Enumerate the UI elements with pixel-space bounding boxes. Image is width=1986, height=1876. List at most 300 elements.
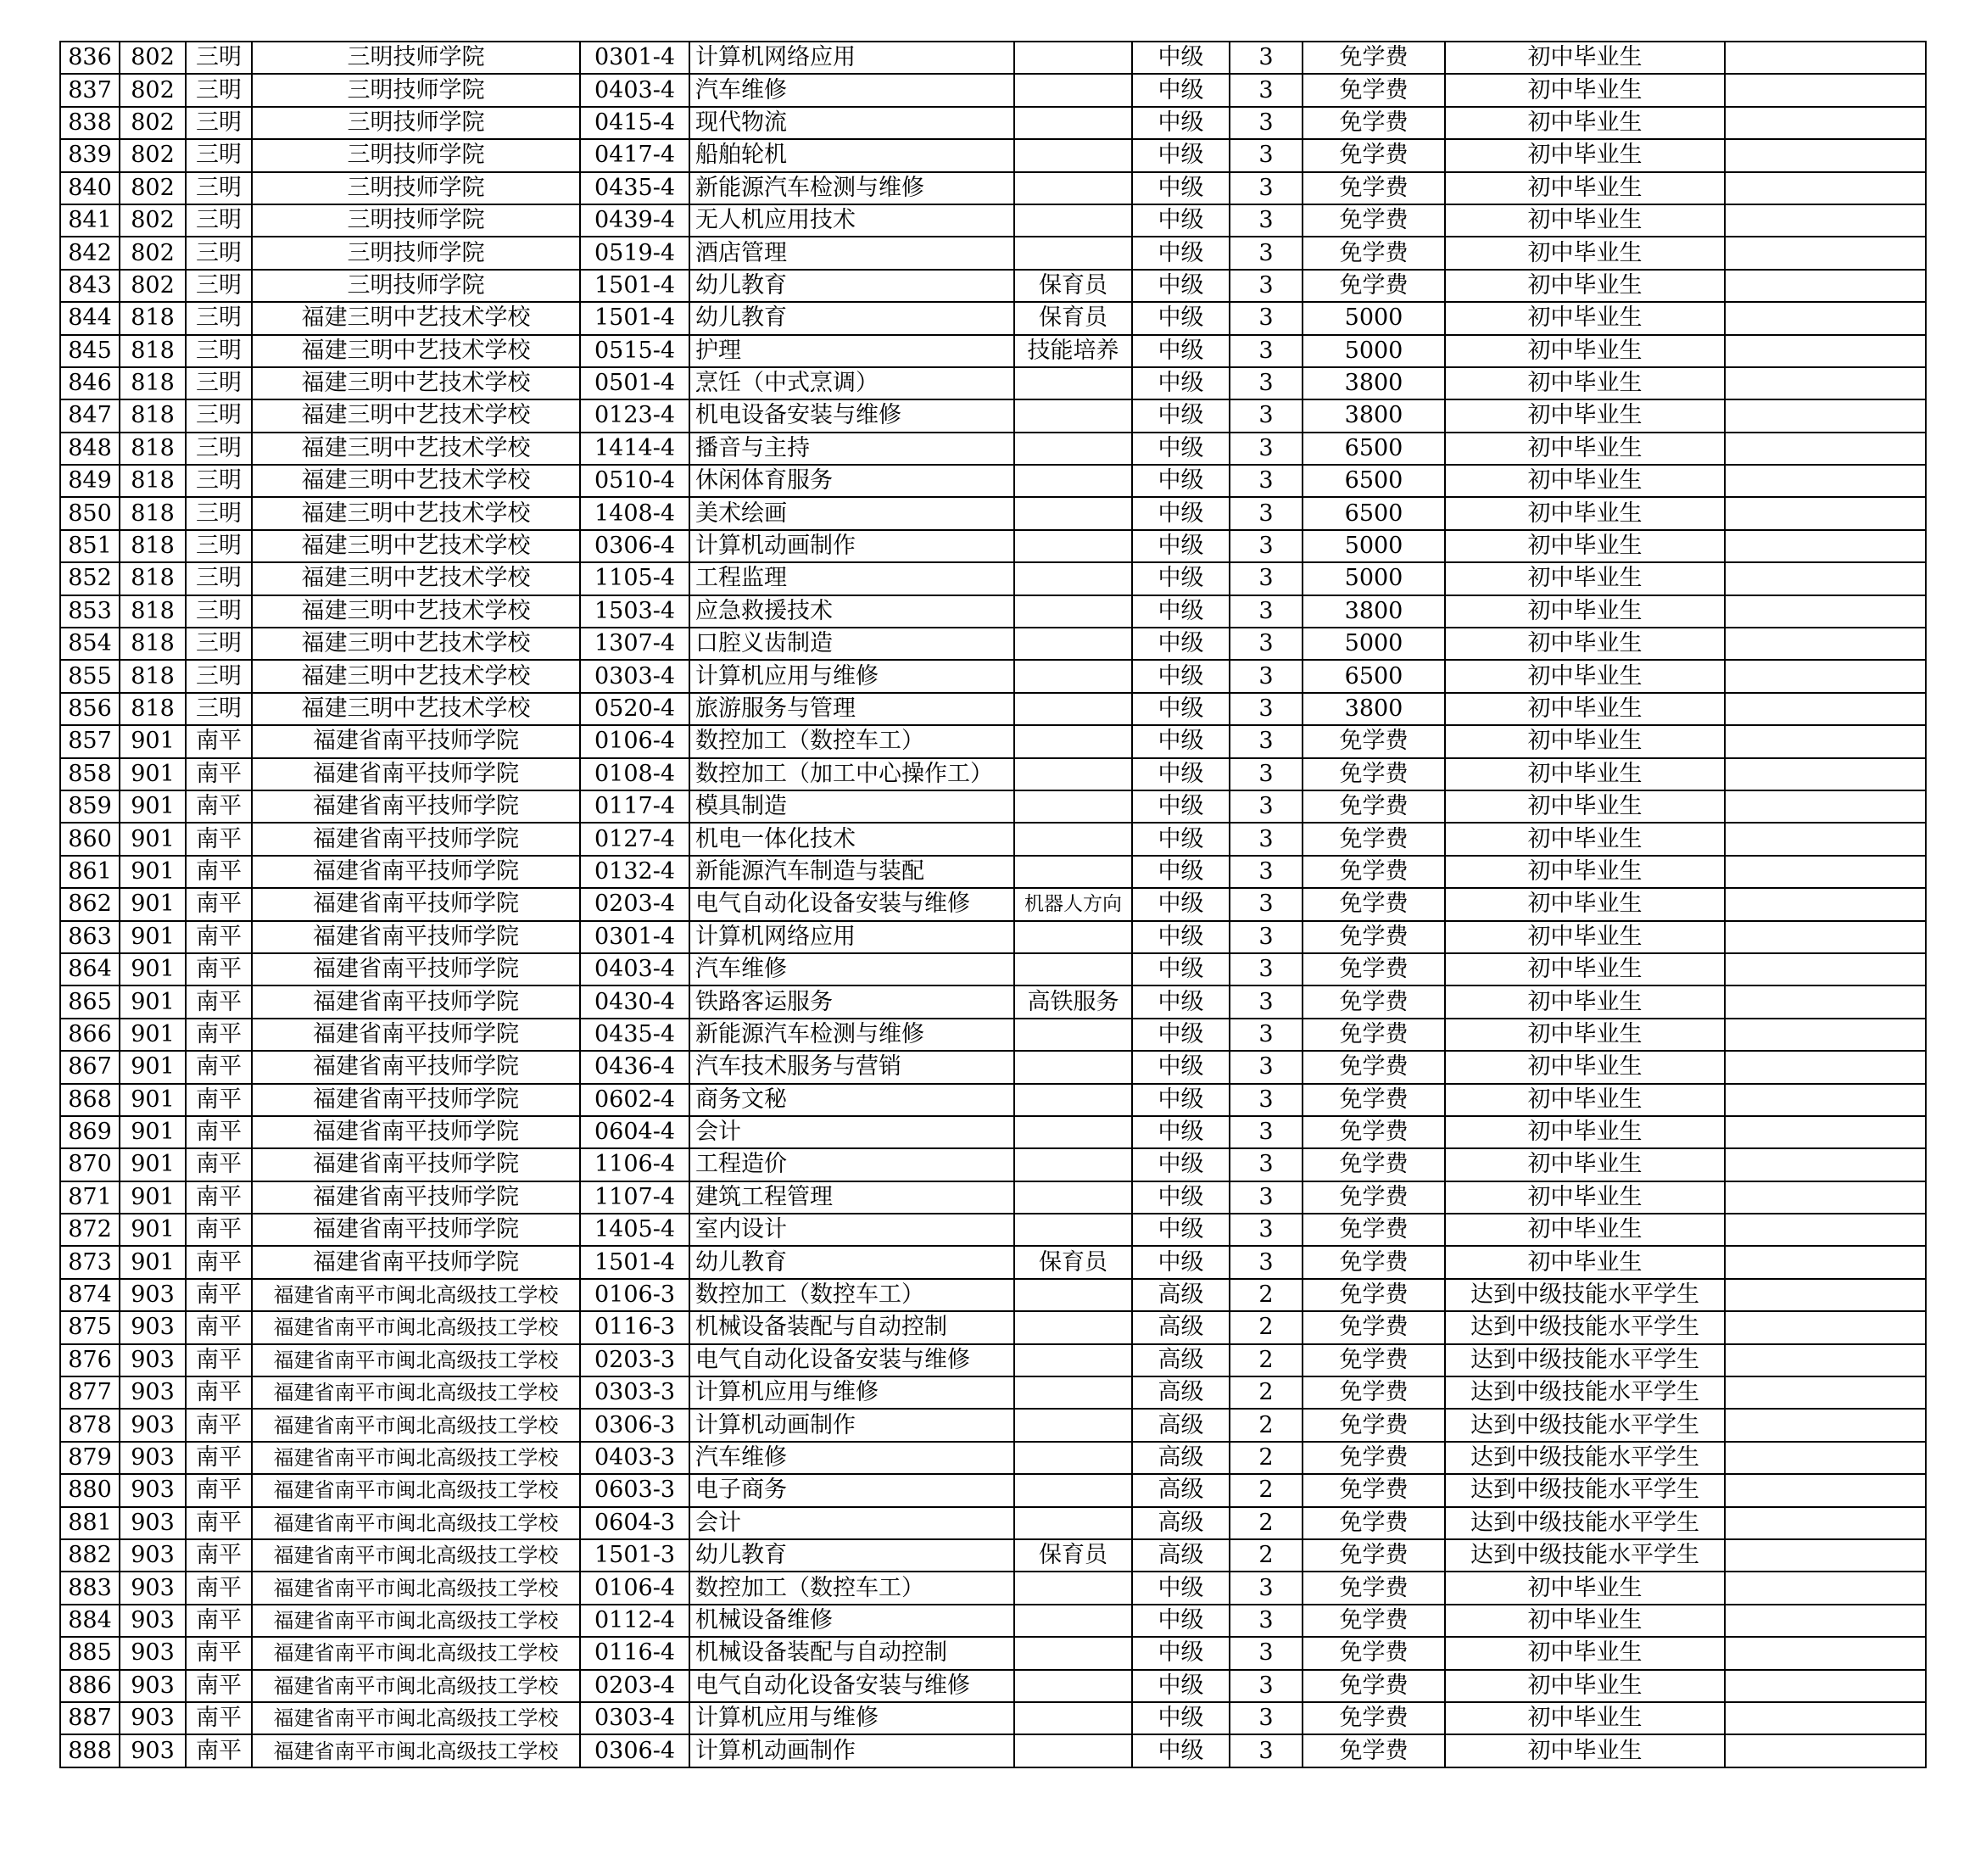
remark-cell	[1725, 985, 1926, 1018]
row-number-cell: 840	[60, 172, 120, 204]
row-number-cell: 866	[60, 1019, 120, 1051]
note-cell	[1014, 856, 1132, 888]
major-code-cell: 1501-4	[580, 1246, 689, 1278]
level-cell: 中级	[1132, 335, 1230, 367]
level-cell: 中级	[1132, 139, 1230, 171]
level-cell: 中级	[1132, 1214, 1230, 1246]
school-name-cell: 福建省南平市闽北高级技工学校	[252, 1605, 580, 1637]
remark-cell	[1725, 497, 1926, 529]
school-name-cell: 福建省南平技师学院	[252, 725, 580, 757]
school-code-cell: 802	[120, 237, 186, 269]
years-cell: 3	[1230, 1670, 1303, 1702]
row-number-cell: 855	[60, 660, 120, 692]
city-cell: 南平	[186, 1734, 252, 1767]
level-cell: 中级	[1132, 758, 1230, 790]
note-cell	[1014, 74, 1132, 106]
level-cell: 中级	[1132, 921, 1230, 953]
school-name-cell: 福建省南平技师学院	[252, 1181, 580, 1214]
note-cell: 保育员	[1014, 302, 1132, 334]
admission-requirement-cell: 达到中级技能水平学生	[1445, 1376, 1725, 1409]
admission-requirement-cell: 初中毕业生	[1445, 1181, 1725, 1214]
row-number-cell: 865	[60, 985, 120, 1018]
row-number-cell: 886	[60, 1670, 120, 1702]
level-cell: 中级	[1132, 1572, 1230, 1604]
major-code-cell: 1501-4	[580, 270, 689, 302]
school-code-cell: 903	[120, 1605, 186, 1637]
row-number-cell: 873	[60, 1246, 120, 1278]
city-cell: 南平	[186, 1442, 252, 1474]
school-code-cell: 802	[120, 107, 186, 139]
years-cell: 3	[1230, 204, 1303, 237]
city-cell: 三明	[186, 107, 252, 139]
school-name-cell: 福建省南平市闽北高级技工学校	[252, 1637, 580, 1669]
school-name-cell: 三明技师学院	[252, 139, 580, 171]
note-cell: 技能培养	[1014, 335, 1132, 367]
major-code-cell: 0116-4	[580, 1637, 689, 1669]
city-cell: 南平	[186, 790, 252, 823]
tuition-cell: 3800	[1303, 595, 1445, 628]
city-cell: 三明	[186, 74, 252, 106]
table-row	[60, 758, 1926, 790]
city-cell: 三明	[186, 139, 252, 171]
tuition-cell: 免学费	[1303, 204, 1445, 237]
row-number-cell: 876	[60, 1344, 120, 1376]
table-row	[60, 1148, 1926, 1181]
major-code-cell: 0106-4	[580, 725, 689, 757]
school-name-cell: 三明技师学院	[252, 107, 580, 139]
years-cell: 3	[1230, 1148, 1303, 1181]
school-code-cell: 818	[120, 660, 186, 692]
city-cell: 南平	[186, 1279, 252, 1311]
table-row	[60, 1376, 1926, 1409]
row-number-cell: 854	[60, 628, 120, 660]
table-row	[60, 562, 1926, 595]
school-name-cell: 福建省南平市闽北高级技工学校	[252, 1474, 580, 1506]
major-name-cell: 数控加工（数控车工）	[689, 1279, 1014, 1311]
years-cell: 3	[1230, 172, 1303, 204]
school-name-cell: 福建省南平技师学院	[252, 856, 580, 888]
years-cell: 2	[1230, 1474, 1303, 1506]
remark-cell	[1725, 302, 1926, 334]
row-number-cell: 864	[60, 953, 120, 985]
school-name-cell: 福建省南平技师学院	[252, 1214, 580, 1246]
tuition-cell: 免学费	[1303, 1376, 1445, 1409]
level-cell: 高级	[1132, 1474, 1230, 1506]
remark-cell	[1725, 1084, 1926, 1116]
admission-requirement-cell: 初中毕业生	[1445, 530, 1725, 562]
note-cell	[1014, 725, 1132, 757]
tuition-cell: 免学费	[1303, 107, 1445, 139]
table-row	[60, 1409, 1926, 1441]
table-row	[60, 660, 1926, 692]
row-number-cell: 841	[60, 204, 120, 237]
school-code-cell: 901	[120, 1051, 186, 1083]
row-number-cell: 856	[60, 693, 120, 725]
school-name-cell: 福建三明中艺技术学校	[252, 497, 580, 529]
table-row	[60, 172, 1926, 204]
school-code-cell: 903	[120, 1507, 186, 1539]
years-cell: 3	[1230, 1605, 1303, 1637]
school-name-cell: 福建省南平技师学院	[252, 1148, 580, 1181]
school-code-cell: 901	[120, 1116, 186, 1148]
table-row	[60, 270, 1926, 302]
years-cell: 3	[1230, 1637, 1303, 1669]
table-row	[60, 1084, 1926, 1116]
city-cell: 南平	[186, 823, 252, 855]
school-name-cell: 福建省南平市闽北高级技工学校	[252, 1409, 580, 1441]
row-number-cell: 871	[60, 1181, 120, 1214]
tuition-cell: 免学费	[1303, 1670, 1445, 1702]
major-code-cell: 0108-4	[580, 758, 689, 790]
tuition-cell: 免学费	[1303, 758, 1445, 790]
row-number-cell: 847	[60, 399, 120, 432]
city-cell: 南平	[186, 1214, 252, 1246]
school-name-cell: 福建省南平市闽北高级技工学校	[252, 1442, 580, 1474]
row-number-cell: 879	[60, 1442, 120, 1474]
row-number-cell: 881	[60, 1507, 120, 1539]
admission-requirement-cell: 初中毕业生	[1445, 335, 1725, 367]
table-row	[60, 107, 1926, 139]
admission-requirement-cell: 初中毕业生	[1445, 1572, 1725, 1604]
tuition-cell: 免学费	[1303, 1507, 1445, 1539]
admission-requirement-cell: 初中毕业生	[1445, 660, 1725, 692]
level-cell: 中级	[1132, 237, 1230, 269]
table-row	[60, 1214, 1926, 1246]
major-name-cell: 工程造价	[689, 1148, 1014, 1181]
years-cell: 3	[1230, 433, 1303, 465]
major-name-cell: 电气自动化设备安装与维修	[689, 1670, 1014, 1702]
city-cell: 三明	[186, 237, 252, 269]
school-code-cell: 901	[120, 888, 186, 920]
remark-cell	[1725, 367, 1926, 399]
school-code-cell: 901	[120, 758, 186, 790]
table-row	[60, 1311, 1926, 1343]
city-cell: 三明	[186, 465, 252, 497]
city-cell: 南平	[186, 1246, 252, 1278]
school-name-cell: 福建省南平技师学院	[252, 1246, 580, 1278]
tuition-cell: 免学费	[1303, 237, 1445, 269]
major-name-cell: 建筑工程管理	[689, 1181, 1014, 1214]
level-cell: 高级	[1132, 1376, 1230, 1409]
years-cell: 3	[1230, 1051, 1303, 1083]
level-cell: 高级	[1132, 1344, 1230, 1376]
city-cell: 南平	[186, 1019, 252, 1051]
major-code-cell: 0306-4	[580, 530, 689, 562]
years-cell: 3	[1230, 530, 1303, 562]
row-number-cell: 884	[60, 1605, 120, 1637]
years-cell: 3	[1230, 888, 1303, 920]
major-code-cell: 1503-4	[580, 595, 689, 628]
tuition-cell: 5000	[1303, 302, 1445, 334]
school-name-cell: 福建省南平技师学院	[252, 953, 580, 985]
row-number-cell: 863	[60, 921, 120, 953]
admission-requirement-cell: 初中毕业生	[1445, 1734, 1725, 1767]
school-name-cell: 福建省南平市闽北高级技工学校	[252, 1702, 580, 1734]
major-name-cell: 烹饪（中式烹调）	[689, 367, 1014, 399]
school-code-cell: 901	[120, 1019, 186, 1051]
city-cell: 南平	[186, 1702, 252, 1734]
school-name-cell: 福建省南平技师学院	[252, 1116, 580, 1148]
remark-cell	[1725, 1116, 1926, 1148]
tuition-cell: 免学费	[1303, 1409, 1445, 1441]
remark-cell	[1725, 1409, 1926, 1441]
school-code-cell: 903	[120, 1637, 186, 1669]
major-code-cell: 0116-3	[580, 1311, 689, 1343]
remark-cell	[1725, 1214, 1926, 1246]
level-cell: 中级	[1132, 465, 1230, 497]
school-code-cell: 903	[120, 1344, 186, 1376]
remark-cell	[1725, 1376, 1926, 1409]
years-cell: 3	[1230, 1116, 1303, 1148]
level-cell: 中级	[1132, 1702, 1230, 1734]
tuition-cell: 免学费	[1303, 1474, 1445, 1506]
remark-cell	[1725, 1572, 1926, 1604]
row-number-cell: 867	[60, 1051, 120, 1083]
table-row	[60, 985, 1926, 1018]
note-cell	[1014, 1311, 1132, 1343]
tuition-cell: 免学费	[1303, 1734, 1445, 1767]
major-code-cell: 0301-4	[580, 42, 689, 74]
major-name-cell: 计算机应用与维修	[689, 660, 1014, 692]
tuition-cell: 免学费	[1303, 1702, 1445, 1734]
note-cell	[1014, 433, 1132, 465]
major-code-cell: 0203-4	[580, 888, 689, 920]
remark-cell	[1725, 758, 1926, 790]
major-name-cell: 船舶轮机	[689, 139, 1014, 171]
school-code-cell: 901	[120, 856, 186, 888]
remark-cell	[1725, 465, 1926, 497]
major-code-cell: 0303-3	[580, 1376, 689, 1409]
city-cell: 南平	[186, 856, 252, 888]
major-code-cell: 1106-4	[580, 1148, 689, 1181]
city-cell: 南平	[186, 1084, 252, 1116]
table-row	[60, 1019, 1926, 1051]
major-code-cell: 0520-4	[580, 693, 689, 725]
school-code-cell: 818	[120, 465, 186, 497]
level-cell: 中级	[1132, 562, 1230, 595]
city-cell: 南平	[186, 985, 252, 1018]
years-cell: 3	[1230, 335, 1303, 367]
school-code-cell: 802	[120, 74, 186, 106]
level-cell: 中级	[1132, 985, 1230, 1018]
years-cell: 2	[1230, 1311, 1303, 1343]
tuition-cell: 3800	[1303, 399, 1445, 432]
years-cell: 3	[1230, 660, 1303, 692]
major-code-cell: 1307-4	[580, 628, 689, 660]
school-code-cell: 903	[120, 1279, 186, 1311]
school-name-cell: 福建省南平市闽北高级技工学校	[252, 1734, 580, 1767]
school-code-cell: 901	[120, 985, 186, 1018]
note-cell	[1014, 1702, 1132, 1734]
major-code-cell: 0306-3	[580, 1409, 689, 1441]
major-name-cell: 酒店管理	[689, 237, 1014, 269]
note-cell	[1014, 139, 1132, 171]
note-cell	[1014, 1181, 1132, 1214]
school-code-cell: 818	[120, 302, 186, 334]
major-code-cell: 0603-3	[580, 1474, 689, 1506]
major-code-cell: 0306-4	[580, 1734, 689, 1767]
school-code-cell: 818	[120, 693, 186, 725]
city-cell: 南平	[186, 953, 252, 985]
school-code-cell: 818	[120, 433, 186, 465]
note-cell	[1014, 595, 1132, 628]
school-name-cell: 福建省南平市闽北高级技工学校	[252, 1344, 580, 1376]
tuition-cell: 免学费	[1303, 139, 1445, 171]
years-cell: 3	[1230, 985, 1303, 1018]
years-cell: 3	[1230, 270, 1303, 302]
tuition-cell: 免学费	[1303, 172, 1445, 204]
city-cell: 南平	[186, 1637, 252, 1669]
table-row	[60, 1670, 1926, 1702]
city-cell: 三明	[186, 497, 252, 529]
level-cell: 中级	[1132, 204, 1230, 237]
note-cell	[1014, 1084, 1132, 1116]
major-name-cell: 汽车维修	[689, 74, 1014, 106]
table-row	[60, 1539, 1926, 1572]
level-cell: 中级	[1132, 1637, 1230, 1669]
city-cell: 三明	[186, 628, 252, 660]
admission-requirement-cell: 初中毕业生	[1445, 1702, 1725, 1734]
row-number-cell: 843	[60, 270, 120, 302]
row-number-cell: 842	[60, 237, 120, 269]
table-row	[60, 530, 1926, 562]
admission-requirement-cell: 初中毕业生	[1445, 888, 1725, 920]
city-cell: 南平	[186, 1181, 252, 1214]
table-row	[60, 856, 1926, 888]
school-code-cell: 901	[120, 1148, 186, 1181]
school-name-cell: 福建三明中艺技术学校	[252, 660, 580, 692]
years-cell: 3	[1230, 399, 1303, 432]
tuition-cell: 免学费	[1303, 790, 1445, 823]
major-code-cell: 1501-4	[580, 302, 689, 334]
note-cell: 保育员	[1014, 1539, 1132, 1572]
school-name-cell: 福建三明中艺技术学校	[252, 335, 580, 367]
row-number-cell: 839	[60, 139, 120, 171]
city-cell: 三明	[186, 562, 252, 595]
admission-requirement-cell: 初中毕业生	[1445, 1084, 1725, 1116]
admission-requirement-cell: 初中毕业生	[1445, 237, 1725, 269]
major-code-cell: 0604-3	[580, 1507, 689, 1539]
note-cell	[1014, 660, 1132, 692]
years-cell: 3	[1230, 1734, 1303, 1767]
years-cell: 3	[1230, 823, 1303, 855]
major-name-cell: 无人机应用技术	[689, 204, 1014, 237]
school-code-cell: 818	[120, 367, 186, 399]
major-code-cell: 0439-4	[580, 204, 689, 237]
major-code-cell: 0417-4	[580, 139, 689, 171]
school-code-cell: 802	[120, 172, 186, 204]
city-cell: 南平	[186, 1474, 252, 1506]
city-cell: 南平	[186, 1572, 252, 1604]
table-row	[60, 1572, 1926, 1604]
level-cell: 中级	[1132, 399, 1230, 432]
years-cell: 3	[1230, 758, 1303, 790]
years-cell: 2	[1230, 1376, 1303, 1409]
city-cell: 三明	[186, 693, 252, 725]
major-code-cell: 0415-4	[580, 107, 689, 139]
remark-cell	[1725, 595, 1926, 628]
city-cell: 南平	[186, 888, 252, 920]
row-number-cell: 845	[60, 335, 120, 367]
tuition-cell: 免学费	[1303, 1572, 1445, 1604]
major-name-cell: 计算机应用与维修	[689, 1702, 1014, 1734]
level-cell: 高级	[1132, 1507, 1230, 1539]
tuition-cell: 免学费	[1303, 1116, 1445, 1148]
tuition-cell: 免学费	[1303, 725, 1445, 757]
tuition-cell: 免学费	[1303, 1019, 1445, 1051]
note-cell	[1014, 921, 1132, 953]
major-name-cell: 工程监理	[689, 562, 1014, 595]
city-cell: 三明	[186, 302, 252, 334]
level-cell: 中级	[1132, 1148, 1230, 1181]
note-cell	[1014, 1442, 1132, 1474]
level-cell: 中级	[1132, 1734, 1230, 1767]
admission-requirement-cell: 达到中级技能水平学生	[1445, 1442, 1725, 1474]
admission-requirement-cell: 初中毕业生	[1445, 1637, 1725, 1669]
major-name-cell: 计算机网络应用	[689, 42, 1014, 74]
major-code-cell: 0303-4	[580, 1702, 689, 1734]
enrollment-table-page	[59, 41, 1925, 1768]
remark-cell	[1725, 725, 1926, 757]
admission-requirement-cell: 初中毕业生	[1445, 921, 1725, 953]
row-number-cell: 880	[60, 1474, 120, 1506]
note-cell	[1014, 107, 1132, 139]
level-cell: 高级	[1132, 1311, 1230, 1343]
remark-cell	[1725, 660, 1926, 692]
note-cell	[1014, 823, 1132, 855]
note-cell	[1014, 1214, 1132, 1246]
major-name-cell: 播音与主持	[689, 433, 1014, 465]
note-cell	[1014, 399, 1132, 432]
admission-requirement-cell: 初中毕业生	[1445, 1148, 1725, 1181]
remark-cell	[1725, 921, 1926, 953]
admission-requirement-cell: 初中毕业生	[1445, 1246, 1725, 1278]
remark-cell	[1725, 335, 1926, 367]
note-cell	[1014, 465, 1132, 497]
school-code-cell: 903	[120, 1734, 186, 1767]
row-number-cell: 836	[60, 42, 120, 74]
table-row	[60, 595, 1926, 628]
admission-requirement-cell: 初中毕业生	[1445, 1605, 1725, 1637]
tuition-cell: 免学费	[1303, 1605, 1445, 1637]
major-name-cell: 幼儿教育	[689, 1539, 1014, 1572]
school-name-cell: 福建三明中艺技术学校	[252, 530, 580, 562]
major-code-cell: 0501-4	[580, 367, 689, 399]
major-name-cell: 机械设备装配与自动控制	[689, 1311, 1014, 1343]
level-cell: 中级	[1132, 1116, 1230, 1148]
remark-cell	[1725, 1019, 1926, 1051]
tuition-cell: 免学费	[1303, 1051, 1445, 1083]
years-cell: 3	[1230, 856, 1303, 888]
remark-cell	[1725, 953, 1926, 985]
major-name-cell: 新能源汽车检测与维修	[689, 1019, 1014, 1051]
major-name-cell: 数控加工（数控车工）	[689, 1572, 1014, 1604]
years-cell: 3	[1230, 1019, 1303, 1051]
city-cell: 南平	[186, 1116, 252, 1148]
table-row	[60, 367, 1926, 399]
remark-cell	[1725, 270, 1926, 302]
table-row	[60, 1181, 1926, 1214]
years-cell: 3	[1230, 237, 1303, 269]
major-code-cell: 0604-4	[580, 1116, 689, 1148]
admission-requirement-cell: 初中毕业生	[1445, 74, 1725, 106]
level-cell: 中级	[1132, 1181, 1230, 1214]
row-number-cell: 849	[60, 465, 120, 497]
level-cell: 中级	[1132, 1051, 1230, 1083]
school-code-cell: 901	[120, 725, 186, 757]
table-row	[60, 42, 1926, 74]
years-cell: 3	[1230, 595, 1303, 628]
